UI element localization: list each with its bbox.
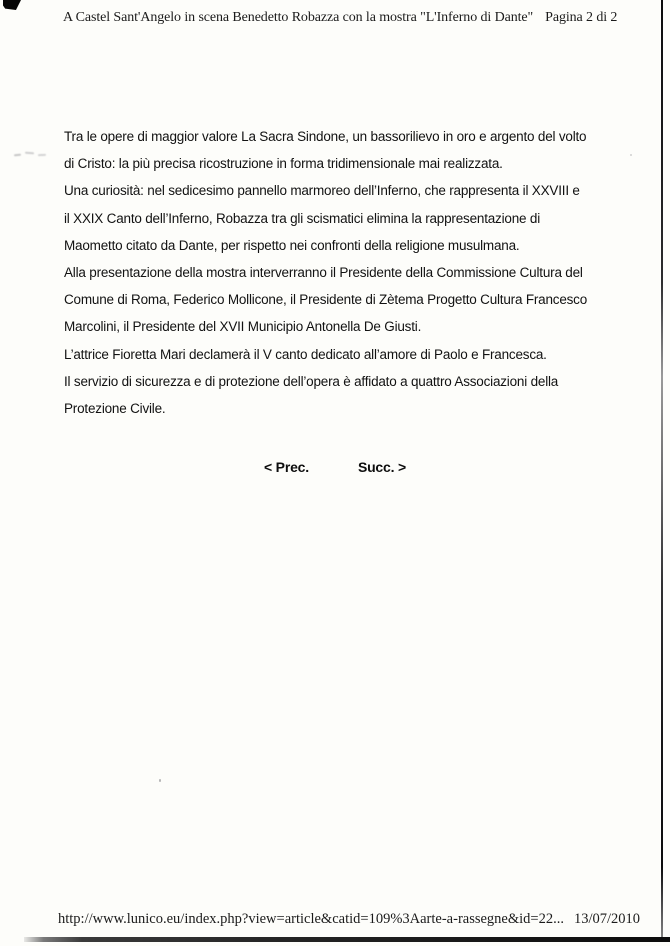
prev-article-link[interactable]: < Prec. [264,459,309,475]
scan-edge-line-bottom [24,937,670,942]
scan-smudge-left [14,151,48,159]
source-url: http://www.lunico.eu/index.php?view=article&catid=109%3Aarte-a-rassegne&id=22... [58,911,564,927]
body-line: Marcolini, il Presidente del XVII Municipio Antonella De Giusti. [64,319,422,335]
print-footer [58,910,641,929]
page-indicator: Pagina 2 di 2 [545,10,618,25]
body-line: Tra le opere di maggior valore La Sacra Sindone, un bassorilievo in oro e argento del volto [64,129,587,144]
body-line: Una curiosità: nel sedicesimo pannello marmoreo dell’Inferno, che rappresenta il XXVIII e [64,183,580,199]
print-date: 13/07/2010 [573,911,641,927]
scan-speck [630,154,632,156]
pagination-nav [0,457,670,477]
scan-corner-mark [3,0,21,10]
body-line: Maometto citato da Dante, per rispetto nei confronti della religione musulmana. [64,237,520,253]
body-line: Comune di Roma, Federico Mollicone, il Presidente di Zètema Progetto Cultura Francesco [64,292,588,308]
body-line: L’attrice Fioretta Mari declamerà il V canto dedicato all’amore di Paolo e Francesca. [64,346,547,362]
body-line: Alla presentazione della mostra interverranno il Presidente della Commissione Cultura del [64,265,583,281]
body-line: di Cristo: la più precisa ricostruzione in forma tridimensionale mai realizzata. [64,156,503,172]
next-article-link[interactable]: Succ. > [357,459,406,475]
scan-speck [159,779,161,782]
article-title: A Castel Sant'Angelo in scena Benedetto Robazza con la mostra "L'Inferno di Dante" [63,10,534,25]
body-line: Il servizio di sicurezza e di protezione dell’opera è affidato a quattro Associazioni della [64,373,559,389]
body-line: il XXIX Canto dell’Inferno, Robazza tra gli scismatici elimina la rappresentazione di [64,210,540,226]
body-line: Protezione Civile. [64,401,166,417]
article-body [64,123,630,422]
print-header [63,9,618,27]
